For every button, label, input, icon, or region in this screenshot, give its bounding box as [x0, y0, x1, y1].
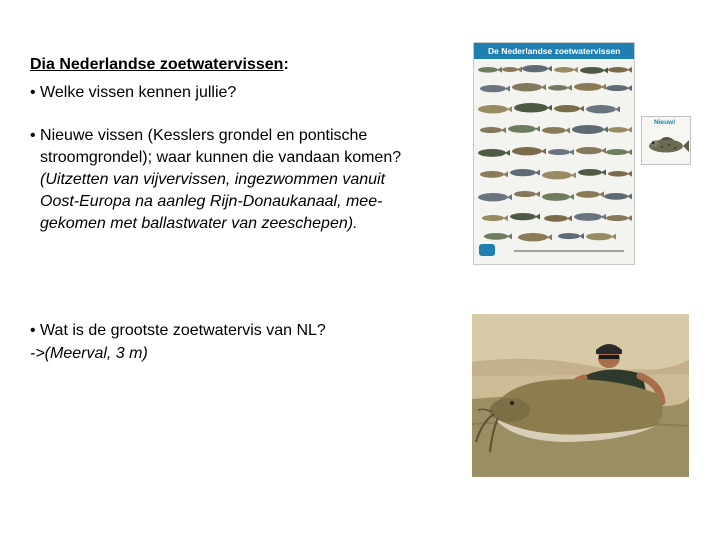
slide-title	[30, 54, 289, 76]
poster-fish-tail	[497, 67, 502, 73]
poster-fish-tail	[627, 85, 632, 91]
poster-fish-body	[480, 127, 502, 133]
goby-fish-illustration	[642, 128, 690, 164]
poster-fish-tail	[571, 172, 576, 178]
poster-fish-body	[586, 233, 612, 240]
poster-fish-body	[574, 83, 602, 91]
poster-fish-body	[478, 67, 498, 73]
poster-fish-tail	[567, 215, 572, 221]
catfish-photo	[472, 314, 689, 477]
poster-fish-tail	[627, 127, 632, 133]
poster-fish-body	[514, 103, 548, 113]
poster-fish-body	[576, 191, 600, 198]
poster-fish-body	[572, 125, 604, 134]
poster-fish-body	[608, 171, 628, 177]
poster-fish-body	[512, 83, 542, 91]
poster-fish-body	[478, 105, 508, 113]
poster-fish-body	[480, 85, 506, 92]
poster-fish-tail	[507, 194, 512, 200]
poster-fish-body	[558, 233, 580, 239]
poster-fish-body	[578, 169, 602, 176]
poster-fish-body	[522, 65, 548, 72]
poster-fish-body	[580, 67, 604, 74]
poster-fish-tail	[503, 215, 508, 221]
poster-fish-tail	[601, 148, 606, 154]
poster-fish-body	[502, 67, 518, 72]
poster-fish-tail	[579, 233, 584, 239]
poster-fish-body	[480, 171, 504, 178]
bullet-new-fish-line3: (Uitzetten van vijvervissen, ingezwommen vanuit	[40, 171, 386, 188]
poster-fish-tail	[547, 105, 552, 111]
poster-fish-body	[608, 67, 628, 73]
poster-fish-tail	[611, 234, 616, 240]
poster-fish-tail	[547, 66, 552, 72]
slide-title-underlined: Dia Nederlandse zoetwatervissen	[30, 56, 284, 73]
poster-fish-tail	[535, 214, 540, 220]
catfish-photo-illustration	[472, 314, 689, 477]
poster-fish-tail	[507, 233, 512, 239]
poster-fish-tail	[535, 191, 540, 197]
bullet-largest-fish: • Wat is de grootste zoetwatervis van NL?	[30, 322, 326, 339]
poster-fish-body	[606, 149, 628, 155]
poster-fish-tail	[627, 67, 632, 73]
poster-fish-tail	[601, 84, 606, 90]
poster-fish-body	[514, 191, 536, 197]
poster-footer-text-line	[514, 250, 624, 252]
poster-fish-tail	[507, 106, 512, 112]
poster-fish-body	[478, 149, 506, 157]
poster-fish-body	[512, 147, 542, 155]
poster-fish-body	[548, 85, 568, 91]
poster-fish-body	[606, 85, 628, 91]
poster-fish-tail	[501, 127, 506, 133]
poster-fish-tail	[627, 193, 632, 199]
bullet-new-fish	[30, 125, 401, 235]
poster-fish-body	[478, 193, 508, 201]
poster-fish-body	[586, 105, 616, 113]
poster-fish-tail	[541, 84, 546, 90]
bullet-new-fish-line1-rest: (Kesslers grondel en pontische	[143, 127, 368, 144]
poster-fish-body	[542, 171, 572, 179]
poster-fish-tail	[603, 126, 608, 132]
poster-fish-body	[508, 125, 536, 133]
poster-fish-tail	[627, 149, 632, 155]
poster-fish-body	[544, 215, 568, 222]
poster-fish-tail	[547, 234, 552, 240]
poster-footer	[474, 248, 634, 260]
bullet-which-fish: • Welke vissen kennen jullie?	[30, 84, 237, 101]
poster-fish-body	[484, 233, 508, 240]
new-fish-card-image	[641, 116, 691, 165]
poster-fish-tail	[505, 150, 510, 156]
poster-fish-tail	[535, 170, 540, 176]
poster-fish-tail	[565, 127, 570, 133]
poster-fish-tail	[573, 67, 578, 73]
poster-fish-body	[542, 127, 566, 134]
new-fish-card-label: Nieuw!	[654, 119, 676, 126]
bullet-new-fish-line2: stroomgrondel); waar kunnen die vandaan komen?	[40, 149, 402, 166]
poster-fish-body	[510, 213, 536, 220]
slide-title-colon: :	[283, 56, 289, 73]
poster-fish-body	[604, 193, 628, 200]
poster-fish-tail	[535, 126, 540, 132]
bullet-new-fish-prefix: • Nieuwe vissen	[30, 127, 144, 144]
bullet-new-fish-line1	[30, 125, 401, 147]
poster-fish-body	[510, 169, 536, 176]
poster-fish-tail	[603, 67, 608, 73]
poster-fish-body	[518, 233, 548, 241]
poster-fish-tail	[569, 194, 574, 200]
poster-fish-tail	[517, 67, 522, 73]
poster-fish-body	[548, 149, 570, 155]
bullet-new-fish-line5: gekomen met ballastwater van zeeschepen).	[40, 215, 358, 232]
poster-fish-body	[608, 127, 628, 133]
fish-poster-image	[473, 42, 635, 265]
poster-fish-tail	[567, 85, 572, 91]
poster-fish-tail	[569, 149, 574, 155]
poster-fish-illustrations	[474, 61, 634, 251]
poster-fish-tail	[503, 171, 508, 177]
poster-fish-body	[576, 147, 602, 154]
poster-fish-tail	[579, 106, 584, 112]
poster-fish-body	[606, 215, 628, 221]
poster-fish-tail	[627, 215, 632, 221]
poster-fish-tail	[601, 169, 606, 175]
poster-fish-tail	[599, 191, 604, 197]
poster-fish-tail	[505, 86, 510, 92]
poster-fish-body	[482, 215, 504, 221]
poster-logo-icon	[479, 244, 495, 256]
answer-text: ->(Meerval, 3 m)	[30, 345, 148, 362]
poster-title: De Nederlandse zoetwatervissen	[474, 43, 634, 59]
bullet-new-fish-line4: Oost-Europa na aanleg Rijn-Donaukanaal, mee-	[40, 193, 383, 210]
poster-fish-tail	[601, 214, 606, 220]
poster-fish-body	[554, 67, 574, 73]
poster-fish-tail	[627, 171, 632, 177]
poster-fish-tail	[615, 106, 620, 112]
poster-fish-tail	[541, 148, 546, 154]
poster-fish-body	[574, 213, 602, 221]
poster-fish-body	[542, 193, 570, 201]
poster-fish-body	[554, 105, 580, 112]
